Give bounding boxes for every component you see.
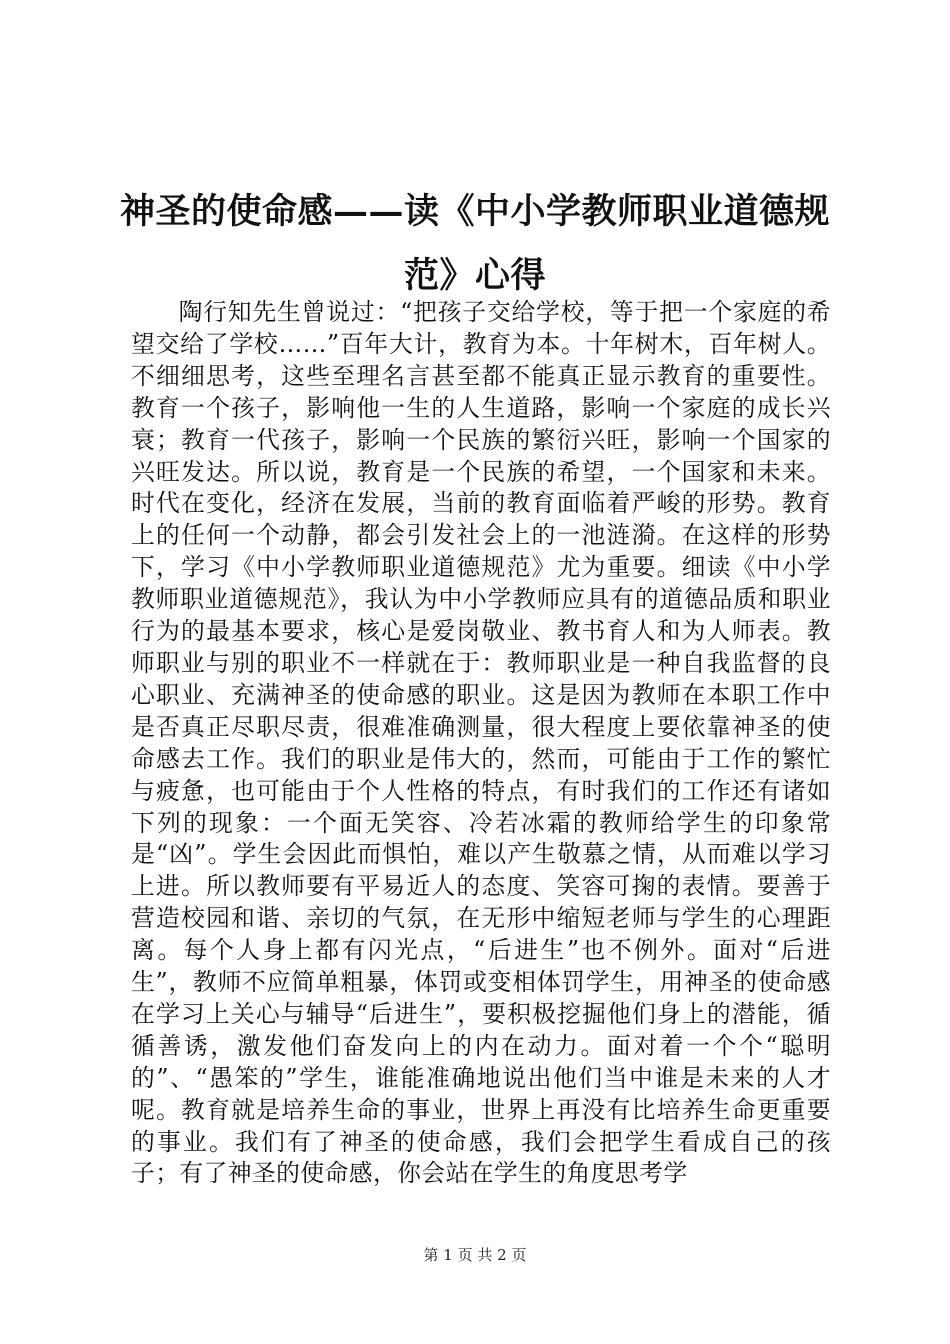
- page-footer: 第 1 页 共 2 页: [423, 1246, 527, 1264]
- document-body-paragraph: 陶行知先生曾说过：“把孩子交给学校，等于把一个家庭的希望交给了学校……”百年大计，教育为本。十年树木，百年树人。不细细思考，这些至理名言甚至都不能真正显示教育的重要性。教育一个孩子，影响他一生的人生道路，影响一个家庭的成长兴衰；教育一代孩子，影响一个民族的繁衍兴旺，影响一个国家的兴旺发达。所以说，教育是一个民族的希望，一个国家和未来。时代在变化，经济在发展，当前的教育面临着严峻的形势。教育上的任何一个动静，都会引发社会上的一池涟漪。在这样的形势下，学习《中小学教师职业道德规范》尤为重要。细读《中小学教师职业道德规范》，我认为中小学教师应具有的道德品质和职业行为的最基本要求，核心是爱岗敬业、教书育人和为人师表。教师职业与别的职业不一样就在于：教师职业是一种自我监督的良心职业、充满神圣的使命感的职业。这是因为教师在本职工作中是否真正尽职尽责，很难准确测量，很大程度上要依靠神圣的使命感去工作。我们的职业是伟大的，然而，可能由于工作的繁忙与疲惫，也可能由于个人性格的特点，有时我们的工作还有诸如下列的现象：一个面无笑容、冷若冰霜的教师给学生的印象常是“凶”。学生会因此而惧怕，难以产生敬慕之情，从而难以学习上进。所以教师要有平易近人的态度、笑容可掬的表情。要善于营造校园和谐、亲切的气氛，在无形中缩短老师与学生的心理距离。每个人身上都有闪光点，“后进生”也不例外。面对“后进生”，教师不应简单粗暴，体罚或变相体罚学生，用神圣的使命感在学习上关心与辅导“后进生”，要积极挖掘他们身上的潜能，循循善诱，激发他们奋发向上的内在动力。面对着一个个“聪明的”、“愚笨的”学生，谁能准确地说出他们当中谁是未来的人才呢。教育就是培养生命的事业，世界上再没有比培养生命更重要的事业。我们有了神圣的使命感，我们会把学生看成自己的孩子；有了神圣的使命感，你会站在学生的角度思考学: [131, 298, 831, 1188]
- document-title: 神圣的使命感——读《中小学教师职业道德规范》心得: [119, 191, 830, 296]
